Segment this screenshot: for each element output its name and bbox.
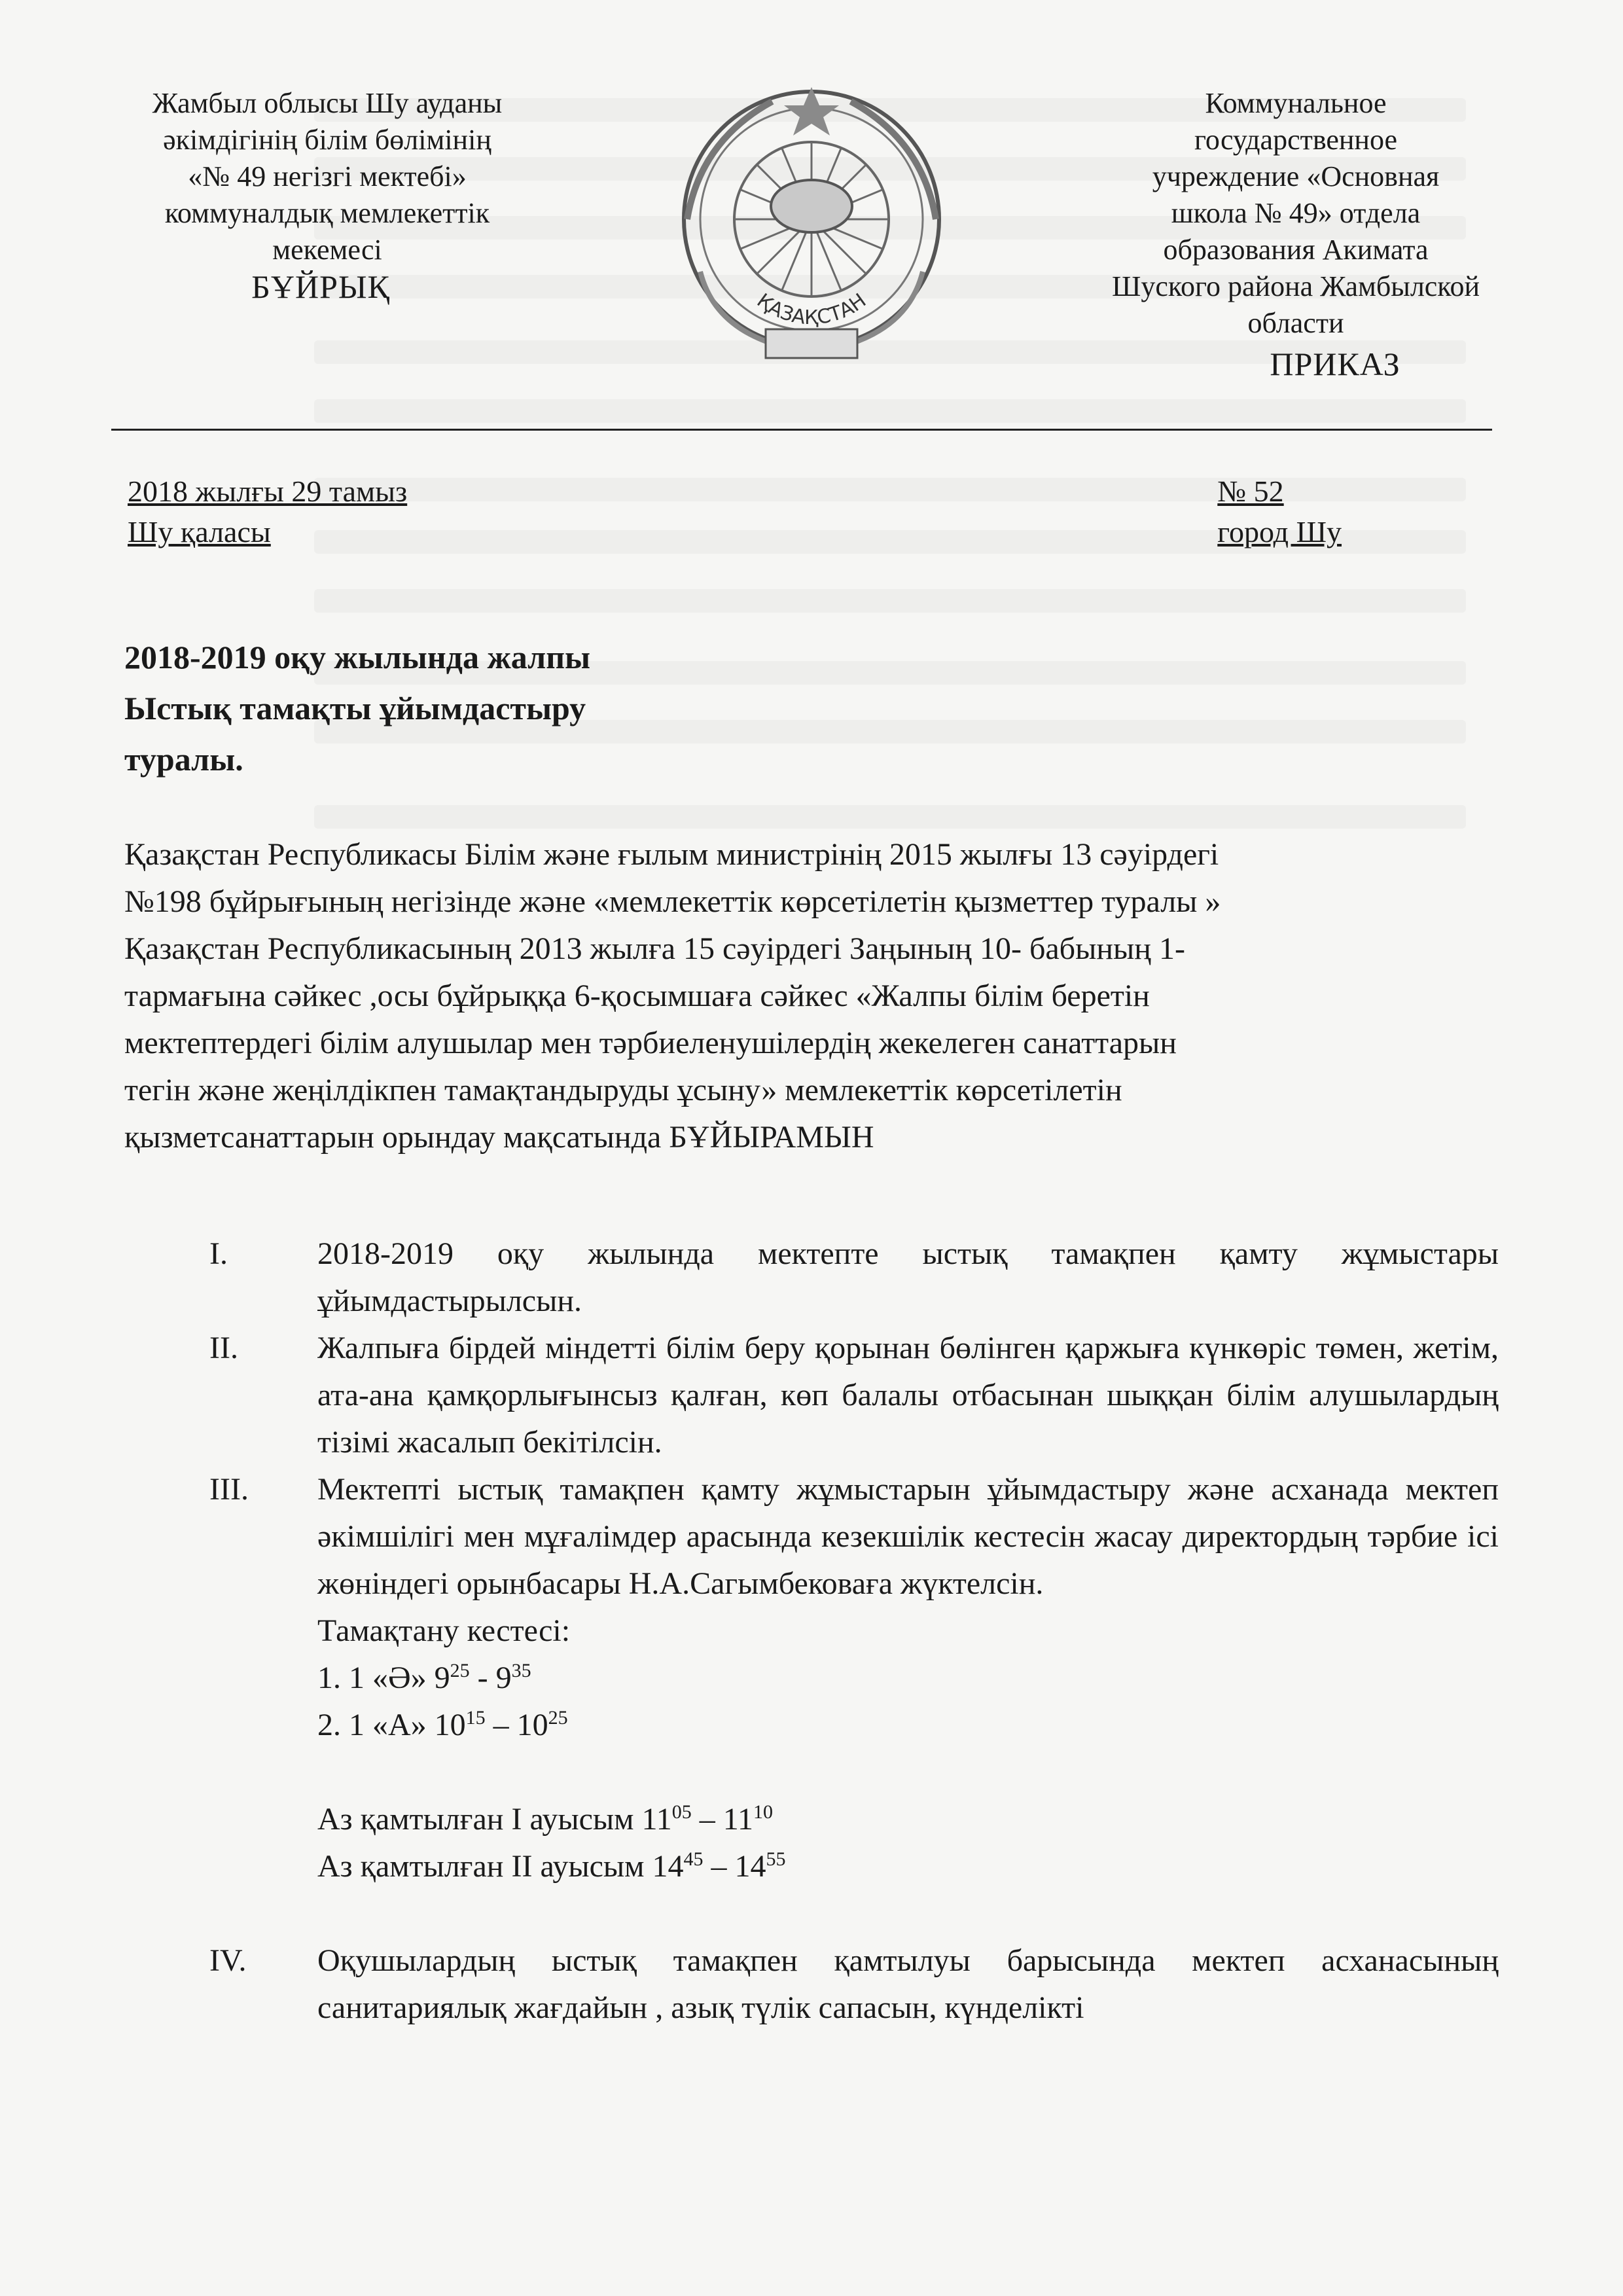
schedule-row: 1. 1 «Ә» $9^{25} - 9^{35}$ — [317, 1660, 531, 1695]
state-emblem-icon — [674, 75, 949, 376]
list-item — [124, 1466, 1499, 1937]
order-items — [124, 1230, 1499, 2032]
intro-line: Қазақстан Республикасының 2013 жылға 15 сәуірдегі Заңының 10- бабының 1- — [124, 931, 1185, 966]
bleed-through — [314, 399, 1466, 423]
item-number: III. — [209, 1472, 249, 1507]
header-left-line: «№ 49 негізгі мектебі» — [188, 160, 467, 192]
intro-line: Қазақстан Республикасы Білім және ғылым министрінің 2015 жылғы 13 сәуірдегі — [124, 837, 1219, 872]
schedule-row: 2. 1 «А» $10^{15} - 10^{25}$ — [317, 1707, 568, 1742]
document-title — [124, 632, 590, 785]
title-line: Ыстық тамақты ұйымдастыру — [124, 690, 586, 726]
title-line: 2018-2019 оқу жылында жалпы — [124, 639, 591, 675]
item-text: Мектепті ыстық тамақпен қамту жұмыстарын ұйымдастыру және асханада мектеп әкімшілігі мен мұғалімдер арасында кезекшілік кестесін жасау директордың тәрбие ісі жөніндегі орынбасары Н.А.Сагымбековаға жүктелсін. — [317, 1472, 1499, 1601]
meta-left — [128, 471, 407, 552]
list-item — [124, 1937, 1499, 2032]
item-number: IV. — [209, 1943, 247, 1978]
header-right-line: Шуского района Жамбылской — [1112, 270, 1480, 302]
header-left-line: Жамбыл облысы Шу ауданы — [152, 87, 503, 119]
intro-line: №198 бұйрығының негізінде және «мемлекеттік көрсетілетін қызметтер туралы » — [124, 884, 1221, 919]
item-number: II. — [209, 1331, 238, 1365]
item-text: Оқушылардың ыстық тамақпен қамтылуы барысында мектеп асханасының санитариялық жағдайын , азық түлік сапасын, күнделікті — [317, 1943, 1499, 2025]
shift-row: Аз қамтылған II ауысым $14^{45} - 14^{55}$ — [317, 1848, 786, 1884]
order-number: № 52 — [1217, 475, 1284, 508]
schedule-heading: Тамақтану кестесі: — [317, 1613, 571, 1648]
bleed-through — [314, 805, 1466, 829]
header-divider — [111, 429, 1492, 431]
order-city-kz: Шу қаласы — [128, 515, 271, 548]
order-title-ru: ПРИКАЗ — [1270, 346, 1400, 382]
intro-line: тегін және жеңілдікпен тамақтандыруды ұсыну» мемлекеттік көрсетілетін — [124, 1073, 1122, 1107]
header-right-line: учреждение «Основная — [1152, 160, 1440, 192]
meta-right — [1217, 471, 1342, 552]
meal-schedule — [317, 1607, 1499, 1937]
intro-line: тармағына сәйкес ,осы бұйрыққа 6-қосымшаға сәйкес «Жалпы білім беретін — [124, 978, 1150, 1013]
header-left-kz — [118, 85, 537, 305]
emblem-caption: ҚАЗАҚСТАН — [752, 289, 871, 330]
shift-row: Аз қамтылған I ауысым $11^{05} - 11^{10}$ — [317, 1801, 773, 1837]
header-right-line: области — [1247, 307, 1344, 339]
header-right-line: Коммунальное — [1205, 87, 1387, 119]
item-text: Жалпыға бірдей міндетті білім беру қорынан бөлінген қаржыға күнкөріс төмен, жетім, ата-ана қамқорлығынсыз қалған, көп балалы отбасынан шыққан білім алушылардың тізімі жасалып бекітілсін. — [317, 1331, 1499, 1460]
list-item — [124, 1325, 1499, 1466]
header-right-line: школа № 49» отдела — [1171, 197, 1421, 229]
item-text: 2018-2019 оқу жылында мектепте ыстық тамақпен қамту жұмыстары ұйымдастырылсын. — [317, 1236, 1499, 1318]
item-number: I. — [209, 1236, 228, 1271]
list-item — [124, 1230, 1499, 1325]
intro-line: мектептердегі білім алушылар мен тәрбиеленушілердің жекелеген санаттарын — [124, 1026, 1177, 1060]
order-date: 2018 жылғы 29 тамыз — [128, 475, 408, 508]
header-right-ru — [1073, 85, 1518, 382]
header-right-line: государственное — [1194, 124, 1398, 156]
intro-line: қызметсанаттарын орындау мақсатында БҰЙЫРАМЫН — [124, 1120, 874, 1155]
order-city-ru: город Шу — [1217, 515, 1342, 548]
bleed-through — [314, 589, 1466, 613]
header-left-line: мекемесі — [272, 234, 382, 266]
intro-paragraph — [124, 831, 1492, 1161]
header-right-line: образования Акимата — [1163, 234, 1429, 266]
header-left-line: коммуналдық мемлекеттік — [164, 197, 490, 229]
title-line: туралы. — [124, 741, 243, 778]
order-title-kz: БҰЙРЫҚ — [251, 268, 390, 305]
header-left-line: әкімдігінің білім бөлімінің — [163, 124, 491, 156]
